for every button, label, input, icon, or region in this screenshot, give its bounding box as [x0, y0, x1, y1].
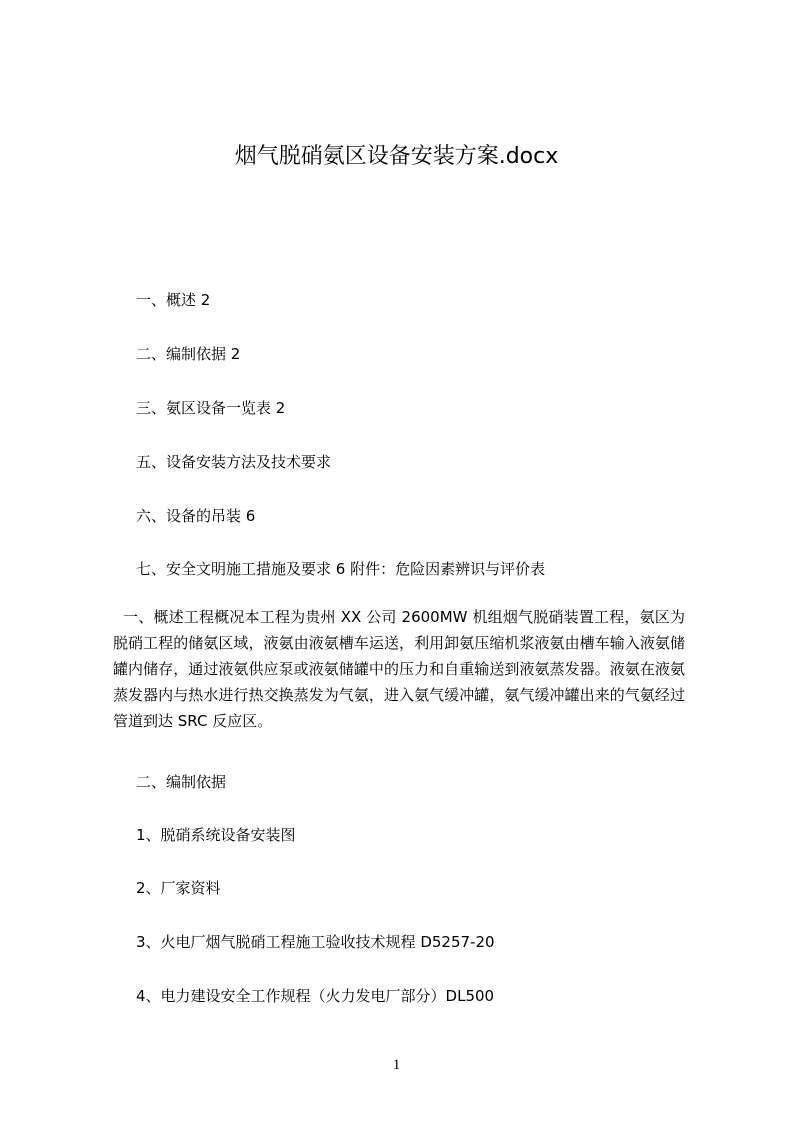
toc-item-lifting: 六、设备的吊装 6 — [136, 507, 256, 525]
basis-item-manufacturer-data: 2、厂家资料 — [136, 879, 221, 897]
toc-item-installation-method: 五、设备安装方法及技术要求 — [136, 453, 332, 471]
document-title: 烟气脱硝氨区设备安装方案.docx — [234, 144, 559, 169]
basis-item-safety-code: 4、电力建设安全工作规程（火力发电厂部分）DL500 — [136, 987, 495, 1005]
overview-paragraph: 一、概述工程概况本工程为贵州 XX 公司 2600MW 机组烟气脱硝装置工程，氨区为脱硝工程的储氨区域，液氨由液氨槽车运送，利用卸氨压缩机浆液氨由槽车输入液氨储罐内储存，通过液氨供应泵或液氨储罐中的压力和自重输送到液氨蒸发器。液氨在液氨蒸发器内与热水进行热交换蒸发为气氨，进入氨气缓冲罐，氨气缓冲罐出来的气氨经过管道到达 SRC 反应区。 — [113, 608, 685, 730]
toc-item-basis: 二、编制依据 2 — [136, 345, 241, 363]
toc-item-equipment-list: 三、氨区设备一览表 2 — [136, 399, 286, 417]
page-number: 1 — [392, 1057, 401, 1073]
toc-item-overview: 一、概述 2 — [136, 291, 211, 309]
basis-item-installation-drawing: 1、脱硝系统设备安装图 — [136, 826, 296, 844]
section-heading-basis: 二、编制依据 — [136, 773, 227, 791]
basis-item-technical-code: 3、火电厂烟气脱硝工程施工验收技术规程 D5257-20 — [136, 933, 495, 951]
toc-item-safety-measures: 七、安全文明施工措施及要求 6 附件：危险因素辨识与评价表 — [136, 560, 546, 578]
